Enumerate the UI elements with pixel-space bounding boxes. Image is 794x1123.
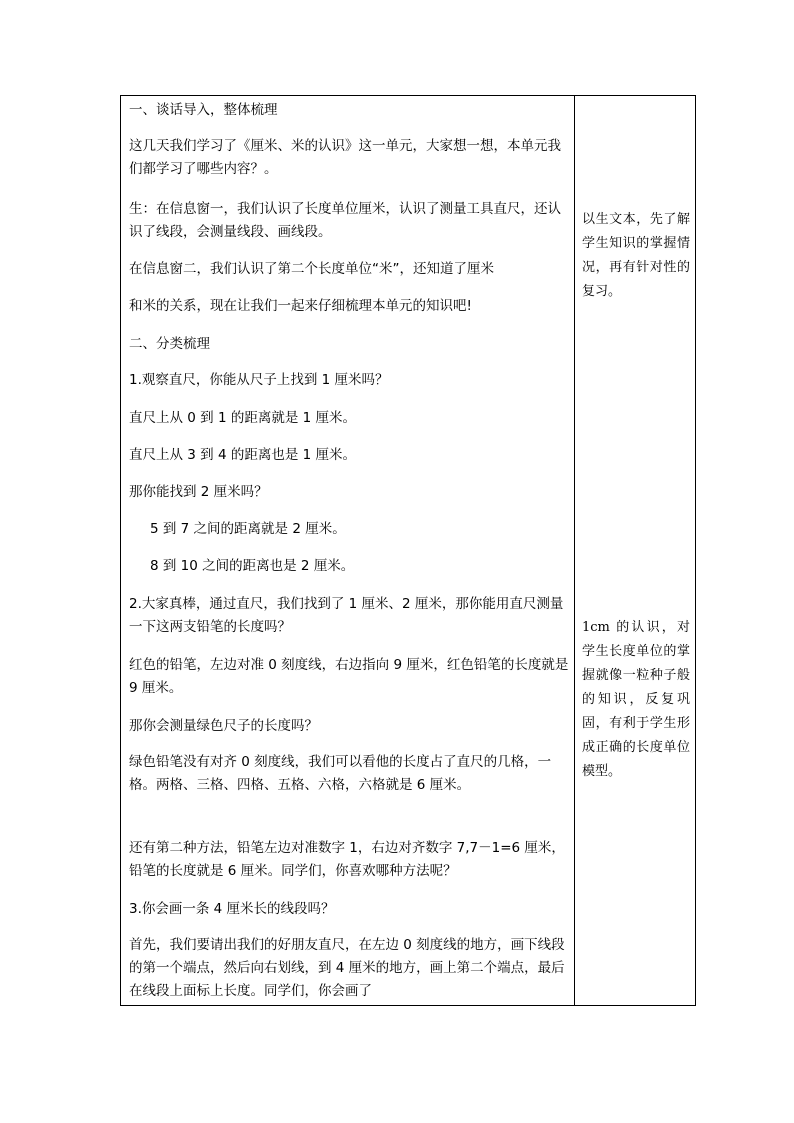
- paragraph: 那你会测量绿色尺子的长度吗？: [129, 718, 318, 734]
- paragraph: 绿色铅笔没有对齐 0 刻度线，我们可以看他的长度占了直尺的几格，一格。两格、三格、四格、五格、六格，六格就是 6 厘米。: [129, 754, 552, 793]
- paragraph: 直尺上从 0 到 1 的距离就是 1 厘米。: [129, 410, 357, 426]
- section-heading-review: 二、分类梳理: [129, 336, 210, 352]
- paragraph: 那你能找到 2 厘米吗？: [129, 484, 268, 500]
- paragraph: 在信息窗二，我们认识了第二个长度单位“米”，还知道了厘米: [129, 261, 494, 277]
- paragraph: 3.你会画一条 4 厘米长的线段吗？: [129, 901, 335, 917]
- paragraph: 红色的铅笔，左边对准 0 刻度线，右边指向 9 厘米，红色铅笔的长度就是 9 厘米。: [129, 657, 573, 696]
- margin-note-1: [582, 208, 690, 304]
- margin-note-2: [582, 616, 690, 784]
- paragraph: 这几天我们学习了《厘米、米的认识》这一单元，大家想一想，本单元我们都学习了哪些内容？。: [129, 138, 561, 177]
- column-divider: [574, 96, 575, 1005]
- lesson-plan-table: [120, 95, 696, 1006]
- note-text: 1cm 的认识，对学生长度单位的掌握就像一粒种子般的知识，反复巩固，有利于学生形成正确的长度单位模型。: [582, 620, 690, 779]
- section-heading-intro: 一、谈话导入，整体梳理: [129, 102, 278, 118]
- paragraph: 2.大家真棒，通过直尺，我们找到了 1 厘米、2 厘米，那你能用直尺测量一下这两支铅笔的长度吗？: [129, 596, 564, 635]
- paragraph: 还有第二种方法，铅笔左边对准数字 1，右边对齐数字 7,7－1=6 厘米，铅笔的长度就是 6 厘米。同学们，你喜欢哪种方法呢？: [129, 840, 565, 879]
- note-text: 以生文本，先了解学生知识的掌握情况，再有针对性的复习。: [582, 212, 690, 299]
- paragraph: 8 到 10 之间的距离也是 2 厘米。: [150, 558, 355, 574]
- paragraph: 首先，我们要请出我们的好朋友直尺，在左边 0 刻度线的地方，画下线段的第一个端点，然后向右划线，到 4 厘米的地方，画上第二个端点，最后在线段上面标上长度。同学们，你会画了: [129, 937, 565, 999]
- paragraph: 和米的关系，现在让我们一起来仔细梳理本单元的知识吧!: [129, 298, 472, 314]
- paragraph: 1.观察直尺，你能从尺子上找到 1 厘米吗？: [129, 372, 389, 388]
- paragraph: 生：在信息窗一，我们认识了长度单位厘米，认识了测量工具直尺，还认识了线段，会测量线段、画线段。: [129, 201, 561, 240]
- paragraph: 直尺上从 3 到 4 的距离也是 1 厘米。: [129, 447, 357, 463]
- paragraph: 5 到 7 之间的距离就是 2 厘米。: [150, 521, 346, 537]
